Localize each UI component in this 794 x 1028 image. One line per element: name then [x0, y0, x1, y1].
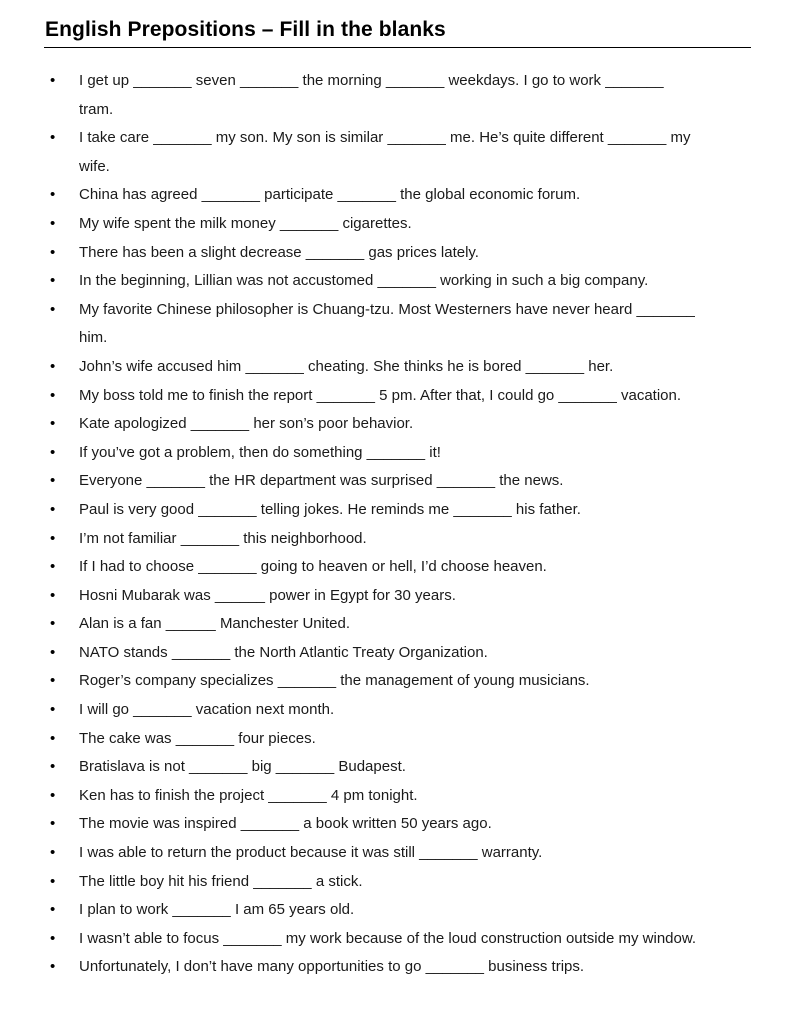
bullet-icon: •: [50, 558, 56, 576]
exercise-text: If you’ve got a problem, then do something _______ it!: [79, 443, 441, 461]
bullet-icon: •: [50, 272, 56, 290]
exercise-text: him.: [79, 329, 108, 347]
bullet-icon: •: [50, 357, 56, 375]
exercise-item: [0, 353, 794, 382]
exercise-text: NATO stands _______ the North Atlantic Treaty Organization.: [79, 643, 488, 661]
exercise-item: [0, 296, 794, 353]
bullet-icon: •: [50, 300, 56, 318]
bullet-icon: •: [50, 872, 56, 890]
bullet-icon: •: [50, 901, 56, 919]
bullet-icon: •: [50, 529, 56, 547]
exercise-item: [0, 410, 794, 439]
exercise-text: The cake was _______ four pieces.: [79, 729, 316, 747]
exercise-item: [0, 181, 794, 210]
exercise-text: Ken has to finish the project _______ 4 pm tonight.: [79, 786, 418, 804]
exercise-text: tram.: [79, 100, 114, 118]
exercise-text: I get up _______ seven _______ the morning _______ weekdays. I go to work _______: [79, 72, 664, 89]
bullet-icon: •: [50, 701, 56, 719]
exercise-text: If I had to choose _______ going to heaven or hell, I’d choose heaven.: [79, 558, 547, 576]
bullet-icon: •: [50, 72, 56, 89]
exercise-item: [0, 953, 794, 982]
exercise-item: [0, 782, 794, 811]
exercise-item: [0, 839, 794, 868]
exercise-item: [0, 67, 794, 124]
exercise-item: [0, 239, 794, 268]
exercise-item: [0, 868, 794, 897]
exercise-item: [0, 210, 794, 239]
exercise-item: [0, 439, 794, 468]
exercise-item: [0, 810, 794, 839]
exercise-text: I was able to return the product because it was still _______ warranty.: [79, 844, 543, 862]
bullet-icon: •: [50, 214, 56, 232]
exercise-text: Bratislava is not _______ big _______ Budapest.: [79, 758, 406, 776]
bullet-icon: •: [50, 415, 56, 433]
bullet-icon: •: [50, 615, 56, 633]
bullet-icon: •: [50, 786, 56, 804]
exercise-text: Alan is a fan ______ Manchester United.: [79, 615, 351, 633]
exercise-text: I’m not familiar _______ this neighborhood.: [79, 529, 367, 547]
bullet-icon: •: [50, 472, 56, 490]
exercise-text: Unfortunately, I don’t have many opportunities to go _______ business trips.: [79, 958, 585, 976]
exercise-item: [0, 124, 794, 181]
exercise-text: China has agreed _______ participate _______ the global economic forum.: [79, 186, 581, 204]
exercise-text: Everyone _______ the HR department was surprised _______ the news.: [79, 472, 564, 490]
exercise-text: The movie was inspired _______ a book written 50 years ago.: [79, 815, 492, 833]
exercise-text: My favorite Chinese philosopher is Chuang-tzu. Most Westerners have never heard _______: [79, 300, 695, 318]
bullet-icon: •: [50, 958, 56, 976]
exercise-text: I wasn’t able to focus _______ my work because of the loud construction outside my window.: [79, 929, 697, 947]
bullet-icon: •: [50, 758, 56, 776]
exercise-item: [0, 896, 794, 925]
exercise-text: My wife spent the milk money _______ cigarettes.: [79, 214, 412, 232]
bullet-icon: •: [50, 844, 56, 862]
exercise-text: Hosni Mubarak was ______ power in Egypt for 30 years.: [79, 586, 456, 604]
title-underline: [44, 47, 751, 48]
exercise-item: [0, 696, 794, 725]
exercise-text: I take care _______ my son. My son is similar _______ me. He’s quite different _______ my: [79, 129, 691, 147]
exercise-item: [0, 667, 794, 696]
bullet-icon: •: [50, 386, 56, 404]
bullet-icon: •: [50, 129, 56, 147]
exercise-text: In the beginning, Lillian was not accustomed _______ working in such a big company.: [79, 272, 649, 290]
exercise-item: [0, 525, 794, 554]
exercise-item: [0, 610, 794, 639]
exercise-item: [0, 639, 794, 668]
bullet-icon: •: [50, 815, 56, 833]
exercise-text: Roger’s company specializes _______ the management of young musicians.: [79, 672, 590, 690]
bullet-icon: •: [50, 243, 56, 261]
exercise-list: [0, 67, 794, 982]
exercise-item: [0, 467, 794, 496]
exercise-item: [0, 925, 794, 954]
bullet-icon: •: [50, 672, 56, 690]
exercise-text: I plan to work _______ I am 65 years old.: [79, 901, 355, 919]
bullet-icon: •: [50, 443, 56, 461]
page-title: English Prepositions – Fill in the blanks: [45, 18, 446, 41]
bullet-icon: •: [50, 186, 56, 204]
exercise-item: [0, 496, 794, 525]
exercise-text: Paul is very good _______ telling jokes. He reminds me _______ his father.: [79, 500, 581, 518]
bullet-icon: •: [50, 729, 56, 747]
exercise-text: My boss told me to finish the report _______ 5 pm. After that, I could go _______ vacation.: [79, 386, 682, 404]
bullet-icon: •: [50, 500, 56, 518]
exercise-text: Kate apologized _______ her son’s poor behavior.: [79, 415, 414, 433]
exercise-item: [0, 267, 794, 296]
exercise-text: There has been a slight decrease _______ gas prices lately.: [79, 243, 479, 261]
exercise-text: John’s wife accused him _______ cheating. She thinks he is bored _______ her.: [79, 357, 614, 375]
bullet-icon: •: [50, 643, 56, 661]
exercise-item: [0, 753, 794, 782]
exercise-item: [0, 725, 794, 754]
exercise-item: [0, 553, 794, 582]
bullet-icon: •: [50, 586, 56, 604]
exercise-item: [0, 382, 794, 411]
exercise-text: wife.: [79, 157, 110, 175]
exercise-item: [0, 582, 794, 611]
bullet-icon: •: [50, 929, 56, 947]
exercise-text: I will go _______ vacation next month.: [79, 701, 335, 719]
exercise-text: The little boy hit his friend _______ a stick.: [79, 872, 363, 890]
